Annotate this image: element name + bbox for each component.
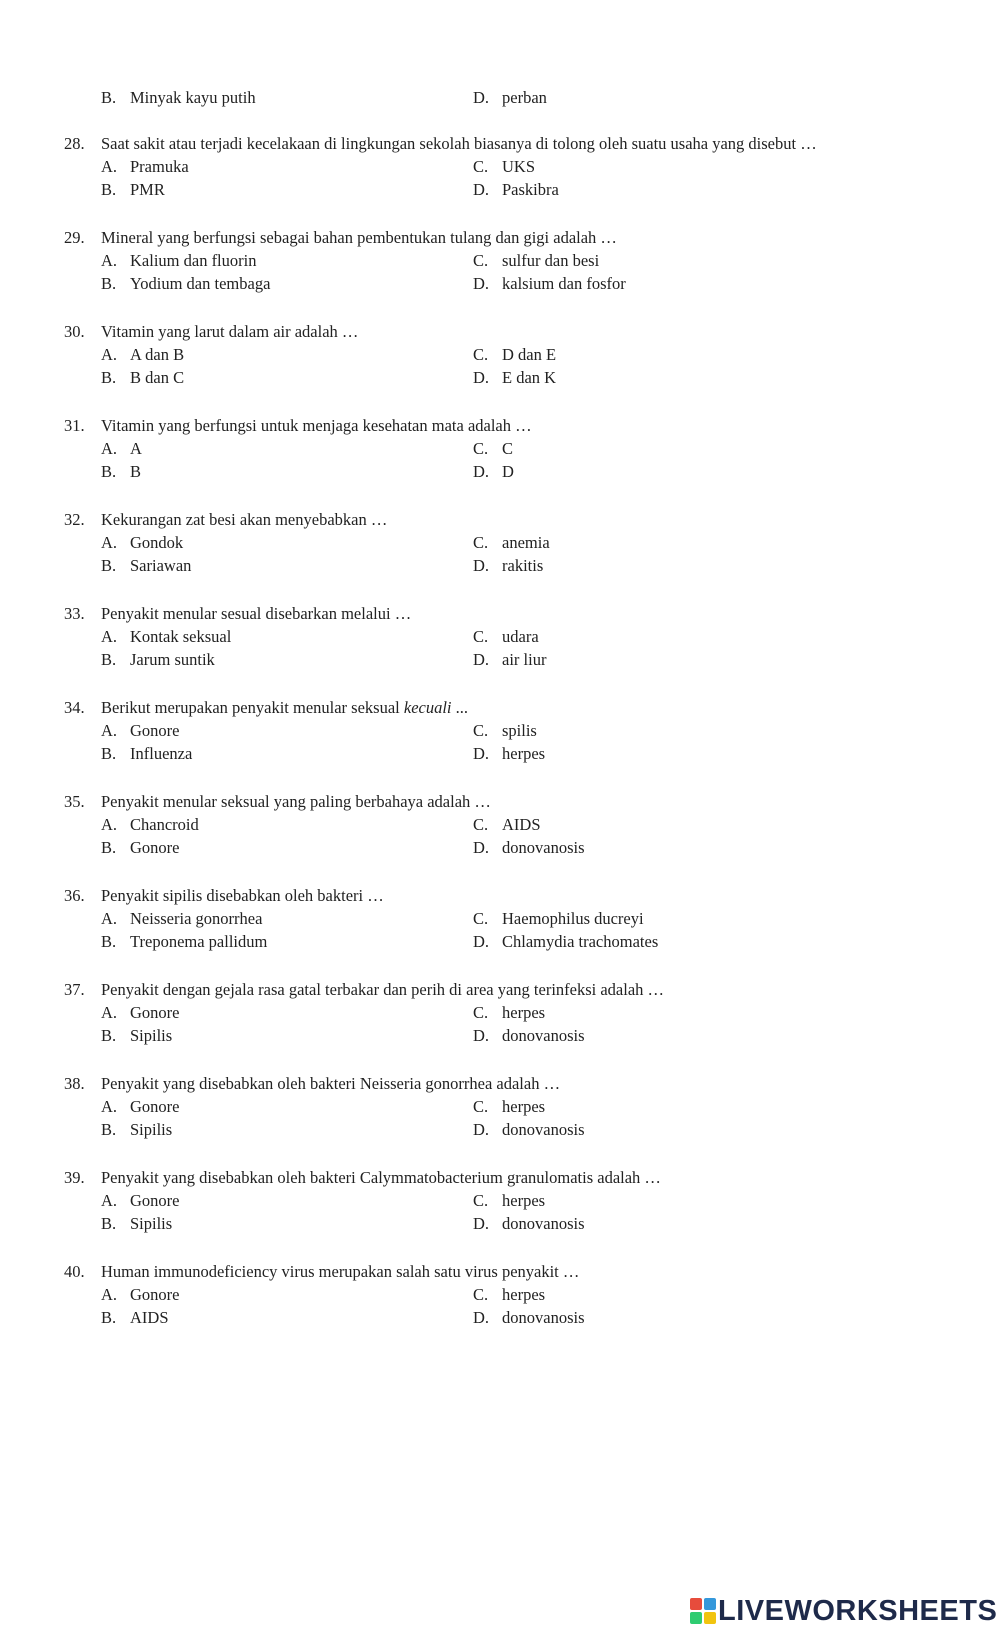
option-c-letter: C.	[473, 721, 489, 740]
option-d-text: rakitis	[502, 556, 544, 575]
question-text-part: ...	[451, 698, 469, 717]
option-c-letter: C.	[473, 345, 489, 364]
option-b-letter: B.	[101, 462, 117, 481]
option-d-text: Paskibra	[502, 180, 559, 199]
question-number: 31.	[64, 416, 85, 435]
question-text-emphasis: kecuali	[403, 698, 452, 717]
question-text: Human immunodeficiency virus merupakan salah satu virus penyakit …	[101, 1262, 580, 1281]
option-b-text: AIDS	[130, 1308, 169, 1327]
option-d-text: donovanosis	[502, 1214, 585, 1233]
option-b-letter: B.	[101, 368, 117, 387]
question-text	[101, 696, 468, 720]
option-c-text: herpes	[502, 1003, 546, 1022]
option-b-text: B	[130, 462, 142, 481]
question-number: 35.	[64, 792, 85, 811]
option-d-text: donovanosis	[502, 1026, 585, 1045]
option-d-letter: D.	[473, 462, 490, 481]
option-a-letter: A.	[101, 1097, 118, 1116]
option-c-text: D dan E	[502, 345, 557, 364]
option-b-text: Treponema pallidum	[130, 932, 268, 951]
logo-grid-icon	[690, 1598, 716, 1624]
logo-square	[690, 1612, 702, 1624]
option-b-text: Sipilis	[130, 1120, 173, 1139]
option-a-text: Gonore	[130, 1285, 180, 1304]
option-b-text: Yodium dan tembaga	[130, 274, 271, 293]
logo-square	[704, 1598, 716, 1610]
option-d-text: air liur	[502, 650, 547, 669]
question-text: Mineral yang berfungsi sebagai bahan pembentukan tulang dan gigi adalah …	[101, 228, 617, 247]
question-number: 39.	[64, 1168, 85, 1187]
option-d-letter: D.	[473, 556, 490, 575]
option-c-text: sulfur dan besi	[502, 251, 600, 270]
option-a-text: Gonore	[130, 1003, 180, 1022]
option-a-text: Gonore	[130, 1097, 180, 1116]
option-d-letter: D.	[473, 1214, 490, 1233]
option-d-text: E dan K	[502, 368, 557, 387]
option-b-text: Sipilis	[130, 1026, 173, 1045]
option-c-letter: C.	[473, 533, 489, 552]
question-text: Vitamin yang berfungsi untuk menjaga kesehatan mata adalah …	[101, 416, 532, 435]
option-a-letter: A.	[101, 1191, 118, 1210]
option-b-text: Sariawan	[130, 556, 192, 575]
liveworksheets-logo	[690, 1594, 997, 1628]
option-d-letter: D.	[473, 838, 490, 857]
option-b-letter: B.	[101, 1308, 117, 1327]
option-a-letter: A.	[101, 1285, 118, 1304]
option-a-letter: A.	[101, 909, 118, 928]
option-b-letter: B.	[101, 1214, 117, 1233]
question-text-part: Berikut merupakan penyakit menular seksual	[101, 698, 404, 717]
option-b-text: Gonore	[130, 838, 180, 857]
option-b-letter: B.	[101, 274, 117, 293]
question-number: 34.	[64, 698, 85, 717]
option-b-text: B dan C	[130, 368, 185, 387]
option-a-letter: A.	[101, 439, 118, 458]
option-d-text: Chlamydia trachomates	[502, 932, 659, 951]
question-text: Penyakit sipilis disebabkan oleh bakteri …	[101, 886, 384, 905]
option-d-text: donovanosis	[502, 1308, 585, 1327]
option-a-letter: A.	[101, 815, 118, 834]
option-c-letter: C.	[473, 1285, 489, 1304]
option-b-text: Influenza	[130, 744, 193, 763]
option-c-letter: C.	[473, 157, 489, 176]
question-text: Penyakit yang disebabkan oleh bakteri Calymmatobacterium granulomatis adalah …	[101, 1168, 661, 1187]
question-number: 37.	[64, 980, 85, 999]
option-d-letter: D.	[473, 1026, 490, 1045]
option-c-letter: C.	[473, 1003, 489, 1022]
option-c-letter: C.	[473, 815, 489, 834]
option-a-letter: A.	[101, 251, 118, 270]
option-a-text: Chancroid	[130, 815, 199, 834]
option-c-text: spilis	[502, 721, 537, 740]
option-c-text: herpes	[502, 1191, 546, 1210]
question-text: Vitamin yang larut dalam air adalah …	[101, 322, 359, 341]
option-a-letter: A.	[101, 627, 118, 646]
option-a-text: Gonore	[130, 1191, 180, 1210]
option-b-letter: B.	[101, 556, 117, 575]
option-a-text: Pramuka	[130, 157, 189, 176]
question-number: 28.	[64, 134, 85, 153]
option-b-letter: B.	[101, 1120, 117, 1139]
option-a-letter: A.	[101, 533, 118, 552]
option-a-text: Gondok	[130, 533, 184, 552]
option-a-letter: A.	[101, 157, 118, 176]
question-number: 38.	[64, 1074, 85, 1093]
option-d-text: donovanosis	[502, 838, 585, 857]
question-text: Penyakit yang disebabkan oleh bakteri Neisseria gonorrhea adalah …	[101, 1074, 561, 1093]
option-c-letter: C.	[473, 439, 489, 458]
option-c-text: AIDS	[502, 815, 541, 834]
option-c-text: herpes	[502, 1285, 546, 1304]
option-a-text: A	[130, 439, 142, 458]
question-text: Penyakit menular seksual yang paling berbahaya adalah …	[101, 792, 491, 811]
option-d-letter: D.	[473, 1308, 490, 1327]
option-c-letter: C.	[473, 251, 489, 270]
option-d-letter: D.	[473, 88, 490, 107]
question-text: Saat sakit atau terjadi kecelakaan di lingkungan sekolah biasanya di tolong oleh suatu usaha yang disebut …	[101, 134, 817, 153]
option-d-text: herpes	[502, 744, 546, 763]
option-b-letter: B.	[101, 1026, 117, 1045]
option-c-letter: C.	[473, 1191, 489, 1210]
option-b-letter: B.	[101, 744, 117, 763]
option-a-text: Kalium dan fluorin	[130, 251, 257, 270]
question-text: Penyakit menular sesual disebarkan melalui …	[101, 604, 412, 623]
option-b-letter: B.	[101, 88, 117, 107]
question-number: 30.	[64, 322, 85, 341]
option-b-letter: B.	[101, 838, 117, 857]
option-d-letter: D.	[473, 650, 490, 669]
option-a-text: Neisseria gonorrhea	[130, 909, 263, 928]
option-c-letter: C.	[473, 909, 489, 928]
logo-text: LIVEWORKSHEETS	[718, 1595, 998, 1627]
option-c-text: udara	[502, 627, 539, 646]
option-d-letter: D.	[473, 1120, 490, 1139]
option-a-letter: A.	[101, 721, 118, 740]
option-d-text: D	[502, 462, 514, 481]
question-text: Penyakit dengan gejala rasa gatal terbakar dan perih di area yang terinfeksi adalah …	[101, 980, 665, 999]
option-b-letter: B.	[101, 932, 117, 951]
question-number: 40.	[64, 1262, 85, 1281]
option-d-letter: D.	[473, 744, 490, 763]
option-b-text: Minyak kayu putih	[130, 88, 256, 107]
option-d-letter: D.	[473, 368, 490, 387]
logo-square	[704, 1612, 716, 1624]
option-a-letter: A.	[101, 1003, 118, 1022]
logo-square	[690, 1598, 702, 1610]
option-d-text: donovanosis	[502, 1120, 585, 1139]
option-c-text: C	[502, 439, 514, 458]
option-d-letter: D.	[473, 180, 490, 199]
option-c-text: UKS	[502, 157, 536, 176]
option-b-text: Sipilis	[130, 1214, 173, 1233]
option-b-text: Jarum suntik	[130, 650, 215, 669]
option-d-letter: D.	[473, 274, 490, 293]
option-c-letter: C.	[473, 1097, 489, 1116]
option-b-letter: B.	[101, 180, 117, 199]
option-c-text: Haemophilus ducreyi	[502, 909, 644, 928]
question-text: Kekurangan zat besi akan menyebabkan …	[101, 510, 388, 529]
option-a-letter: A.	[101, 345, 118, 364]
option-d-letter: D.	[473, 932, 490, 951]
option-b-letter: B.	[101, 650, 117, 669]
option-c-text: herpes	[502, 1097, 546, 1116]
option-d-text: perban	[502, 88, 547, 107]
option-b-text: PMR	[130, 180, 165, 199]
question-number: 32.	[64, 510, 85, 529]
option-c-letter: C.	[473, 627, 489, 646]
option-c-text: anemia	[502, 533, 550, 552]
option-a-text: Gonore	[130, 721, 180, 740]
option-d-text: kalsium dan fosfor	[502, 274, 626, 293]
option-a-text: Kontak seksual	[130, 627, 232, 646]
question-number: 29.	[64, 228, 85, 247]
option-a-text: A dan B	[130, 345, 185, 364]
question-number: 33.	[64, 604, 85, 623]
question-number: 36.	[64, 886, 85, 905]
